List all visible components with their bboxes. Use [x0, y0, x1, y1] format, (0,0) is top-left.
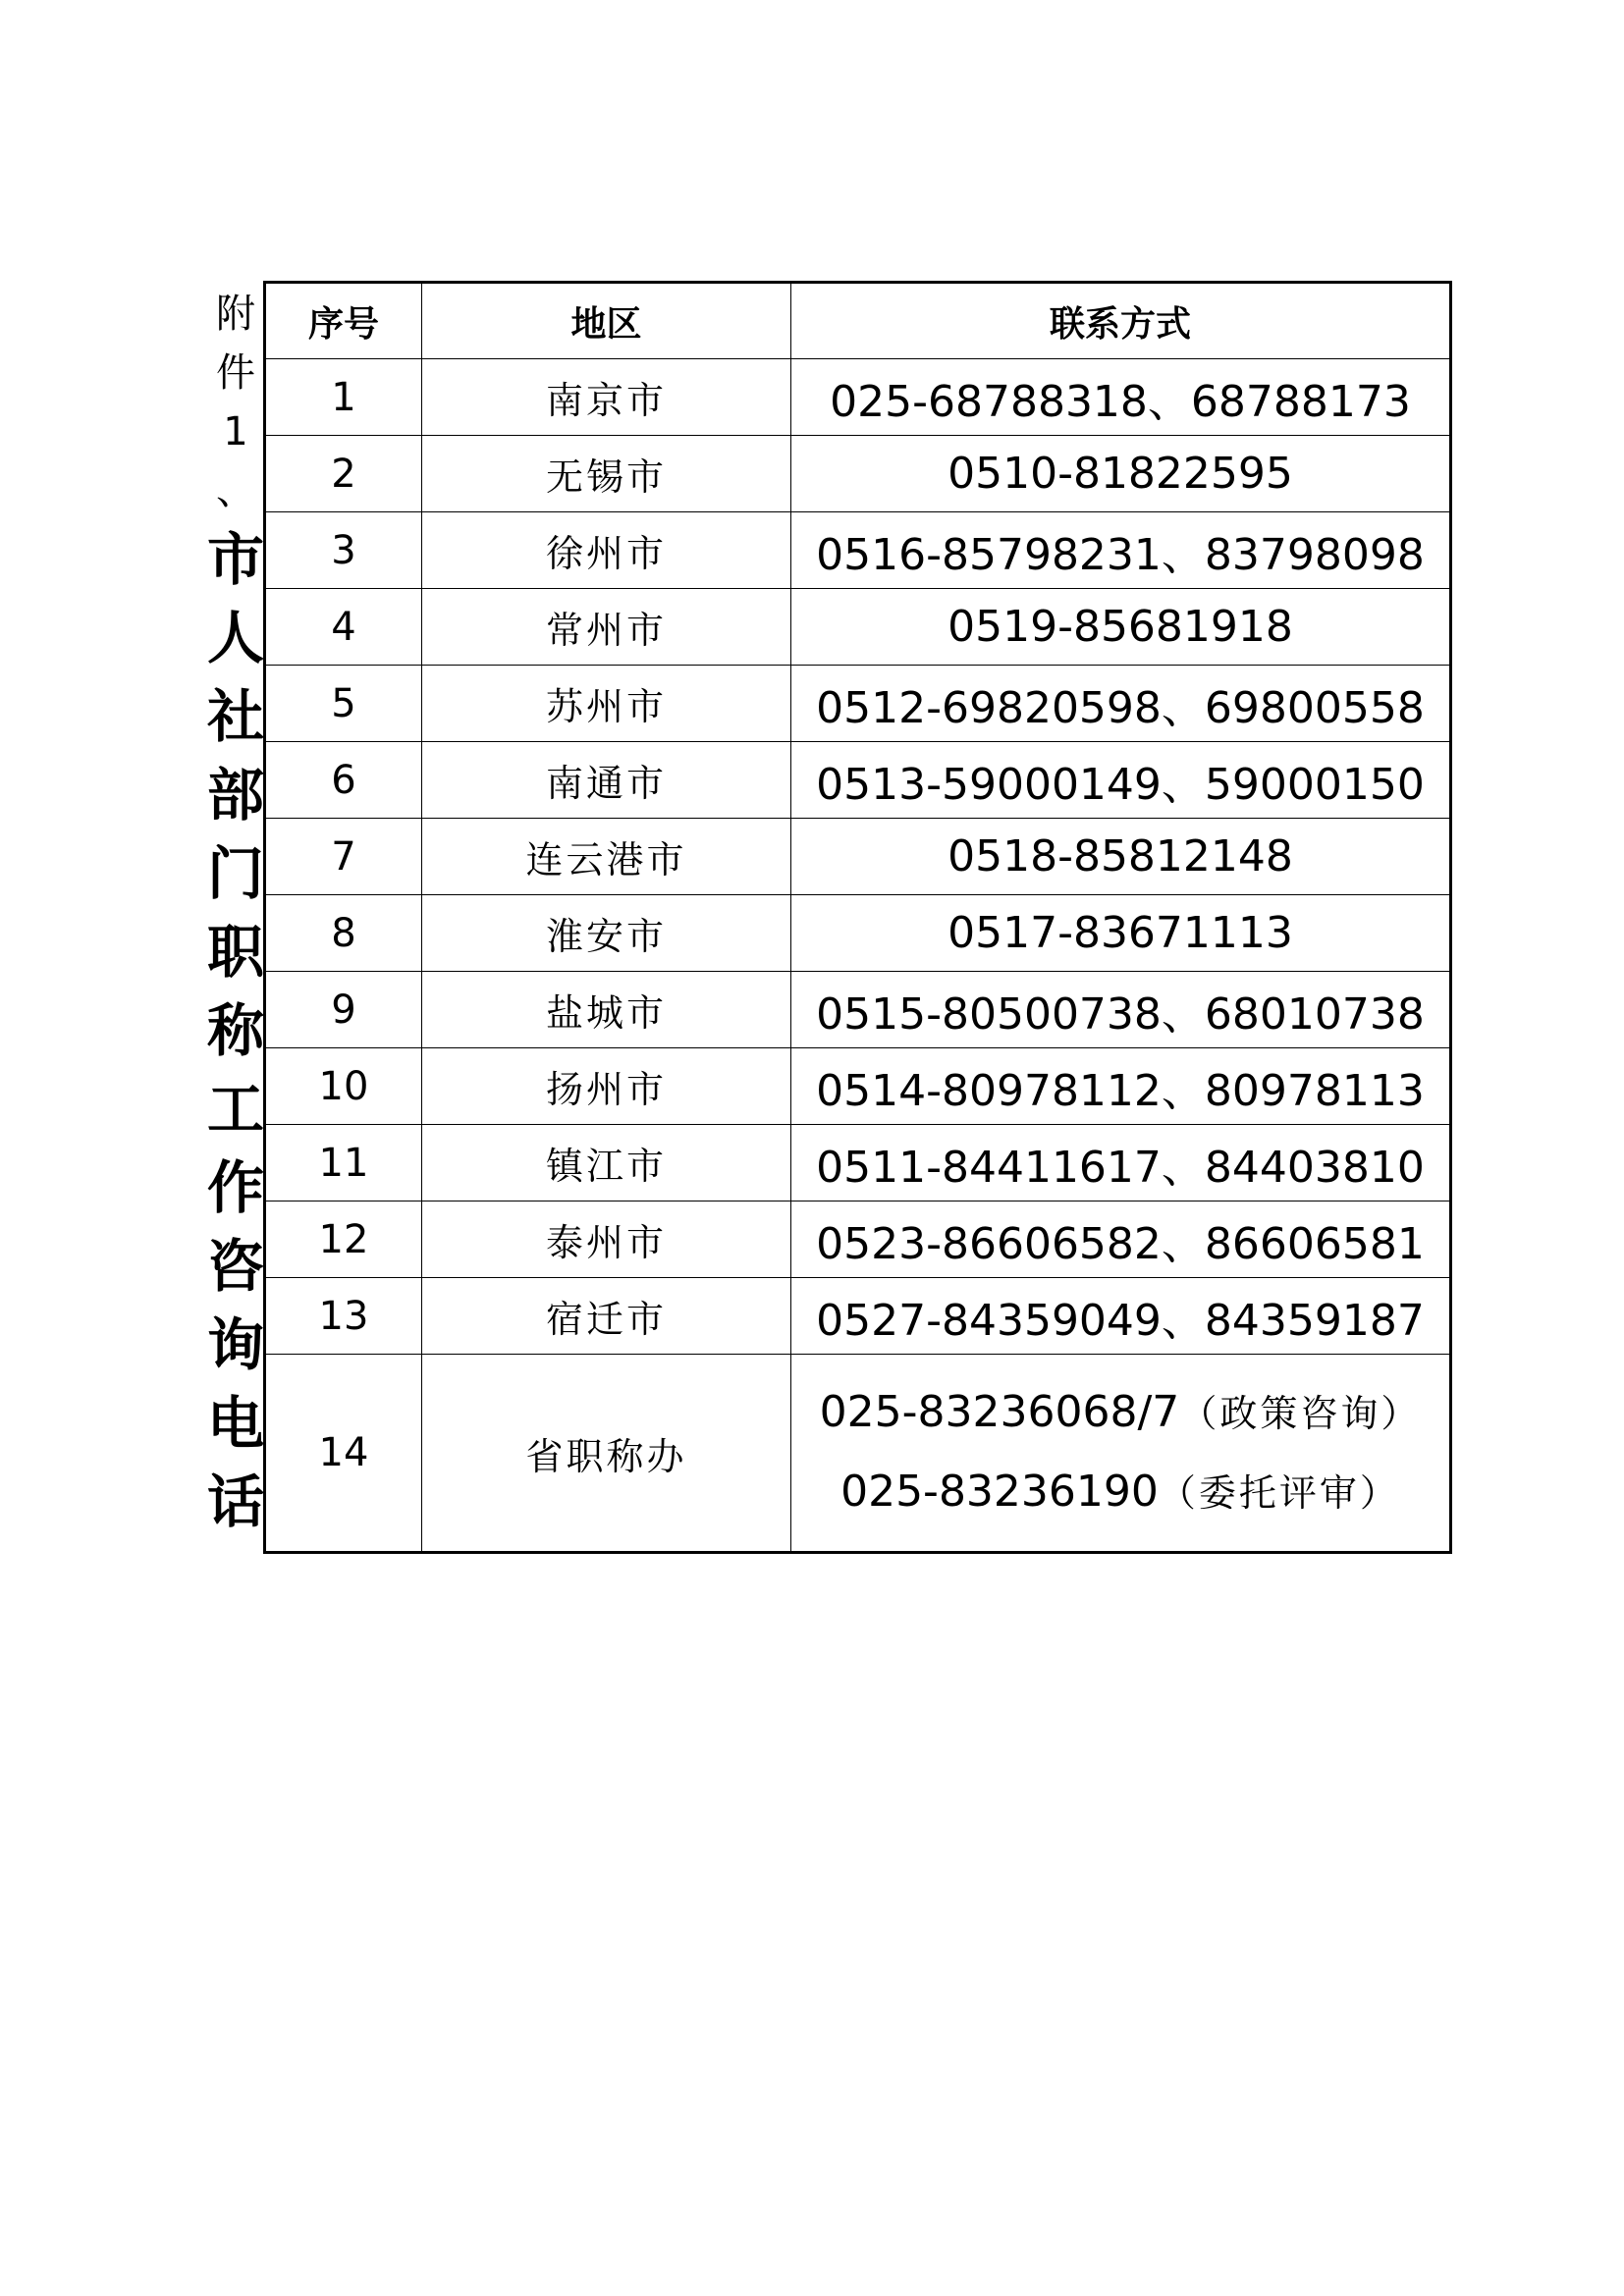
title-char: 称	[206, 997, 264, 1064]
table-row	[265, 1048, 1451, 1125]
title-char: 询	[206, 1311, 264, 1378]
title-char: 职	[206, 919, 264, 986]
row-region: 常州市	[422, 589, 791, 666]
table-row	[265, 589, 1451, 666]
phone-number: 025-68788318、68788173	[830, 376, 1411, 427]
title-char: 人	[206, 605, 264, 671]
row-region: 镇江市	[422, 1125, 791, 1201]
phone-number: 0516-85798231、83798098	[816, 529, 1425, 580]
row-number: 4	[265, 589, 422, 666]
attachment-char: 、	[216, 468, 255, 513]
table-row	[265, 1278, 1451, 1355]
header-contact: 联系方式	[791, 283, 1451, 359]
table-row	[265, 1125, 1451, 1201]
phone-number: 0515-80500738、68010738	[816, 988, 1425, 1040]
row-region: 无锡市	[422, 436, 791, 512]
phone-number: 0518-85812148	[947, 831, 1293, 881]
attachment-char: 1	[223, 409, 248, 454]
row-number: 14	[265, 1355, 422, 1553]
row-region: 苏州市	[422, 666, 791, 742]
row-number: 1	[265, 359, 422, 436]
row-number: 8	[265, 895, 422, 972]
title-char: 作	[206, 1154, 264, 1221]
row-region: 泰州市	[422, 1201, 791, 1278]
row-contact	[791, 1278, 1451, 1355]
attachment-char: 附	[216, 292, 255, 337]
row-contact	[791, 895, 1451, 972]
contact-line	[791, 1453, 1449, 1532]
phone-number: 0519-85681918	[947, 602, 1293, 652]
row-region: 宿迁市	[422, 1278, 791, 1355]
row-contact	[791, 1048, 1451, 1125]
attachment-label	[201, 285, 270, 520]
row-number: 6	[265, 742, 422, 819]
row-contact	[791, 819, 1451, 895]
table-row	[265, 972, 1451, 1048]
row-region: 淮安市	[422, 895, 791, 972]
table-row	[265, 512, 1451, 589]
table-row	[265, 436, 1451, 512]
title-char: 电	[206, 1390, 264, 1457]
row-number: 11	[265, 1125, 422, 1201]
row-contact	[791, 972, 1451, 1048]
row-number: 13	[265, 1278, 422, 1355]
phone-note: （政策咨询）	[1179, 1392, 1422, 1435]
phone-number: 0510-81822595	[947, 449, 1293, 499]
contact-line	[791, 1373, 1449, 1453]
title-char: 工	[206, 1076, 264, 1143]
table-body	[265, 359, 1451, 1553]
row-contact	[791, 1201, 1451, 1278]
phone-number: 025-83236068/7	[819, 1387, 1180, 1437]
table-row	[265, 895, 1451, 972]
title-char: 市	[206, 526, 264, 593]
row-region: 盐城市	[422, 972, 791, 1048]
row-region: 省职称办	[422, 1355, 791, 1553]
side-title	[201, 285, 270, 1541]
title-char: 咨	[206, 1233, 264, 1300]
table-row	[265, 666, 1451, 742]
header-region: 地区	[422, 283, 791, 359]
row-contact	[791, 436, 1451, 512]
phone-number: 025-83236190	[840, 1467, 1159, 1517]
row-contact	[791, 742, 1451, 819]
row-number: 5	[265, 666, 422, 742]
title-char: 话	[206, 1468, 264, 1535]
table-row	[265, 742, 1451, 819]
attachment-char: 件	[216, 350, 255, 396]
row-contact	[791, 1355, 1451, 1553]
phone-number: 0517-83671113	[947, 908, 1293, 958]
row-contact	[791, 1125, 1451, 1201]
phone-number: 0511-84411617、84403810	[816, 1142, 1425, 1193]
contacts-table	[263, 281, 1452, 1554]
phone-number: 0513-59000149、59000150	[816, 759, 1425, 810]
row-contact	[791, 359, 1451, 436]
row-region: 连云港市	[422, 819, 791, 895]
row-number: 10	[265, 1048, 422, 1125]
table-header-row	[265, 283, 1451, 359]
phone-number: 0512-69820598、69800558	[816, 682, 1425, 733]
table-row	[265, 359, 1451, 436]
header-number: 序号	[265, 283, 422, 359]
title-char: 部	[206, 762, 264, 828]
row-region: 南京市	[422, 359, 791, 436]
phone-note: （委托评审）	[1158, 1471, 1400, 1515]
phone-number: 0514-80978112、80978113	[816, 1065, 1425, 1116]
row-number: 9	[265, 972, 422, 1048]
row-number: 2	[265, 436, 422, 512]
row-contact	[791, 666, 1451, 742]
title-char: 门	[206, 840, 264, 907]
row-contact	[791, 589, 1451, 666]
table-row	[265, 819, 1451, 895]
row-number: 12	[265, 1201, 422, 1278]
row-contact	[791, 512, 1451, 589]
row-number: 7	[265, 819, 422, 895]
title-char: 社	[206, 683, 264, 750]
row-number: 3	[265, 512, 422, 589]
phone-number: 0523-86606582、86606581	[816, 1218, 1425, 1269]
document-title	[201, 520, 270, 1541]
row-region: 徐州市	[422, 512, 791, 589]
table-row	[265, 1355, 1451, 1553]
row-region: 扬州市	[422, 1048, 791, 1125]
table-row	[265, 1201, 1451, 1278]
row-region: 南通市	[422, 742, 791, 819]
phone-number: 0527-84359049、84359187	[816, 1295, 1425, 1346]
